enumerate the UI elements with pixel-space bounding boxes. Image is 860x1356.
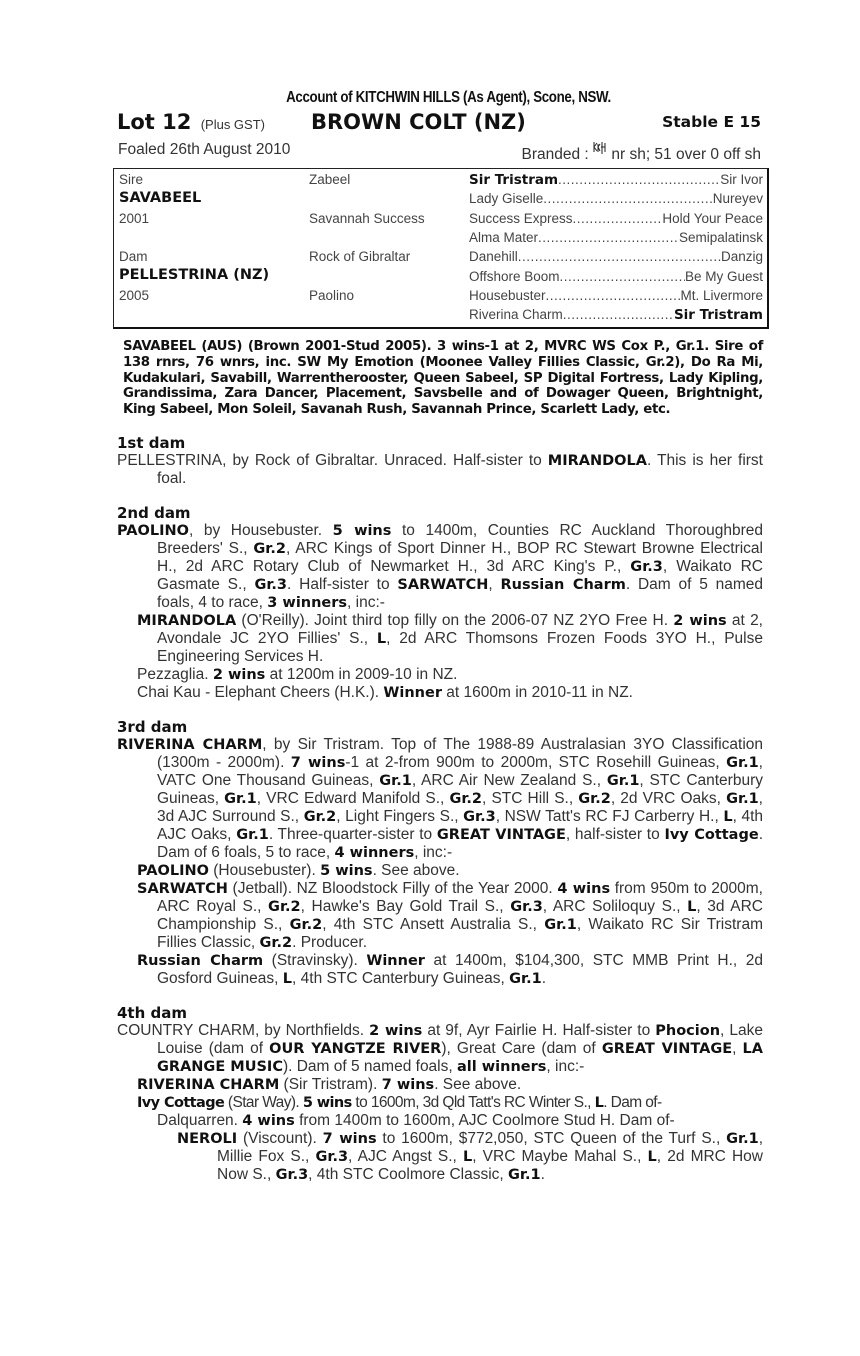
dam-heading: 2nd dam	[117, 503, 191, 522]
bold-text: 2 wins	[369, 1022, 423, 1039]
text: , ARC Air New Zealand S.,	[411, 771, 607, 789]
bold-text: OUR YANGTZE RIVER	[269, 1040, 442, 1057]
grandparent-right: Mt. Livermore	[680, 288, 763, 303]
lot-number	[117, 110, 265, 134]
dam-dam: Paolino	[309, 288, 355, 303]
text: ). Dam of 5 named foals,	[282, 1057, 457, 1075]
dam-heading: 4th dam	[117, 1003, 187, 1022]
bold-text: L	[687, 898, 697, 915]
bold-text: Gr.1	[509, 970, 542, 987]
lot-label: Lot 12	[117, 110, 192, 134]
grandparent-row	[469, 230, 763, 245]
grandparent-row	[469, 211, 763, 226]
text: to 1600m, 3d Qld Tatt's RC Winter S.,	[351, 1093, 595, 1111]
bold-text: Gr.3	[510, 898, 543, 915]
text: , VRC Edward Manifold S.,	[256, 789, 450, 807]
bold-text: L	[376, 630, 387, 647]
grandparent-left: Alma Mater	[469, 230, 539, 245]
bold-text: Gr.2	[449, 790, 483, 807]
leader-dots	[558, 172, 720, 188]
grandparent-left: Lady Giselle	[469, 191, 544, 206]
grandparent-left: Offshore Boom	[469, 269, 560, 284]
grandparent-right: Hold Your Peace	[662, 211, 763, 226]
bold-text: Gr.3	[463, 808, 496, 825]
text: , VRC Maybe Mahal S.,	[472, 1147, 648, 1165]
leader-dots	[518, 249, 721, 264]
pedigree-entry	[137, 880, 763, 952]
foaled-date: Foaled 26th August 2010	[118, 141, 291, 158]
bold-text: MIRANDOLA	[547, 452, 647, 469]
pedigree-entry	[177, 1130, 763, 1184]
text: . Dam of-	[603, 1093, 662, 1111]
text: PELLESTRINA, by Rock of Gibraltar. Unraced. Half-sister to	[117, 451, 548, 469]
bold-text: 4 wins	[242, 1112, 295, 1129]
bold-text: L	[462, 1148, 473, 1165]
leader-dots	[543, 191, 712, 206]
bold-text: Gr.1	[726, 1130, 759, 1147]
grandparent-row	[469, 249, 763, 264]
text: ,	[732, 1039, 743, 1057]
bold-text: RIVERINA CHARM	[137, 1076, 280, 1093]
bold-text: Gr.1	[379, 772, 412, 789]
foaled-line	[113, 138, 769, 162]
dam-section	[113, 718, 769, 988]
bold-text: Gr.3	[315, 1148, 349, 1165]
bold-text: Winner	[383, 684, 442, 701]
sire-summary: SAVABEEL (AUS) (Brown 2001-Stud 2005). 3 wins-1 at 2, MVRC WS Cox P., Gr.1. Sire of 138 rnrs, 76 wnrs, inc. SW My Emotion (Moonee Valley Fillies Classic, Gr.2), Do Ra Mi, Kudakulari, Savabill, Warrentherooster, Queen Sabeel, SP Digital Fortress, Lady Kipling, Grandissima, Zara Dancer, Placement, Savsbelle and of Dowager Queen, Brightnight, King Sabeel, Mon Soleil, Savanah Rush, Savannah Prince, Scarlett Lady, etc.	[123, 339, 763, 418]
text: . Three-quarter-sister to	[268, 825, 437, 843]
branded-details: nr sh; 51 over 0 off sh	[611, 146, 761, 163]
text: COUNTRY CHARM, by Northfields.	[117, 1021, 370, 1039]
bold-text: 3 winners	[267, 594, 348, 611]
lot-line	[113, 110, 769, 138]
bold-text: SARWATCH	[397, 576, 489, 593]
dam-year: 2005	[119, 288, 150, 303]
vendor-account-line: Account of KITCHWIN HILLS (As Agent), Scone, NSW.	[286, 89, 611, 106]
bold-text: PAOLINO	[137, 862, 209, 879]
bold-text: Gr.1	[606, 772, 640, 789]
grandparent-left: Riverina Charm	[469, 307, 563, 322]
text: , AJC Angst S.,	[348, 1147, 463, 1165]
text: , Waikato RC Gasmate S.,	[157, 557, 763, 593]
text: . See above.	[434, 1075, 522, 1093]
dam-sire: Rock of Gibraltar	[309, 249, 411, 264]
grandparent-left: Success Express	[469, 211, 573, 226]
pedigree-entry	[137, 862, 763, 880]
bold-text: Gr.2	[253, 540, 286, 557]
text: , ARC Soliloquy S.,	[542, 897, 688, 915]
bold-text: Gr.1	[726, 754, 759, 771]
text: . Producer.	[292, 933, 368, 951]
text: from 950m to 2000m, ARC Royal S.,	[157, 879, 763, 915]
text: -1 at 2-from 900m to 2000m, STC Rosehill Guineas,	[345, 753, 727, 771]
text: Pezzaglia.	[137, 665, 213, 683]
text: at 1400m, $104,300, STC MMB Print H., 2d Gosford Guineas,	[157, 951, 763, 987]
dam-heading: 1st dam	[117, 433, 186, 452]
dam-heading: 3rd dam	[117, 717, 188, 736]
text: , Waikato RC Sir Tristram Fillies Classic,	[157, 915, 763, 951]
text: , inc:-	[546, 1057, 585, 1075]
sire-label: Sire	[119, 172, 144, 187]
grandparent-row	[469, 269, 763, 284]
text: .	[540, 1165, 545, 1183]
bold-text: Ivy Cottage	[664, 826, 759, 843]
bold-text: Gr.2	[259, 934, 293, 951]
bold-text: Gr.3	[275, 1166, 309, 1183]
text: . This is her first foal.	[157, 451, 763, 487]
bold-text: L	[594, 1094, 604, 1111]
bold-text: Gr.2	[303, 808, 337, 825]
brand-symbol-icon	[593, 141, 607, 158]
leader-dots	[538, 230, 679, 245]
bold-text: Gr.3	[630, 558, 663, 575]
bold-text: PAOLINO	[117, 522, 189, 539]
text: at 2, Avondale JC 2YO Fillies' S.,	[157, 611, 763, 647]
bold-text: Gr.1	[544, 916, 577, 933]
bold-text: 2 wins	[673, 612, 727, 629]
sire-year: 2001	[119, 211, 150, 226]
pedigree-entry	[137, 1076, 763, 1094]
pedigree-entry	[137, 952, 763, 988]
pedigree-table	[113, 168, 769, 329]
pedigree-entry	[137, 1094, 763, 1112]
text: , NSW Tatt's RC FJ Carberry H.,	[495, 807, 724, 825]
text: , STC Hill S.,	[482, 789, 579, 807]
grandparent-right: Sir Tristram	[673, 307, 763, 323]
text: , by Sir Tristram. Top of The 1988-89 Australasian 3YO Classification (1300m - 2000m).	[157, 735, 763, 771]
pedigree-entry	[117, 522, 763, 612]
sire-name: SAVABEEL	[119, 190, 202, 206]
bold-text: 7 wins	[381, 1076, 435, 1093]
text: , 4th STC Ansett Australia S.,	[322, 915, 545, 933]
pedigree-entry	[117, 452, 763, 488]
bold-text: Gr.1	[224, 790, 257, 807]
pedigree-entry	[117, 1022, 763, 1076]
dam-section	[113, 434, 769, 488]
text: from 1400m to 1600m, AJC Coolmore Stud H. Dam of-	[294, 1111, 675, 1129]
bold-text: Gr.2	[289, 916, 323, 933]
leader-dots	[546, 288, 681, 303]
text: , STC Canterbury Guineas,	[157, 771, 763, 807]
plus-gst-note: (Plus GST)	[200, 117, 265, 132]
bold-text: Gr.2	[268, 898, 301, 915]
text: ,	[488, 575, 501, 593]
pedigree-entry	[137, 612, 763, 666]
text: . Half-sister to	[287, 575, 398, 593]
text: at 1600m in 2010-11 in NZ.	[442, 683, 633, 701]
text: , VATC One Thousand Guineas,	[157, 753, 763, 789]
leader-dots	[560, 269, 685, 284]
leader-dots	[563, 307, 674, 323]
text: , Millie Fox S.,	[217, 1129, 763, 1165]
bold-text: all winners	[457, 1058, 547, 1075]
dam-section	[113, 504, 769, 702]
text: , Light Fingers S.,	[336, 807, 464, 825]
bold-text: 7 wins	[322, 1130, 377, 1147]
bold-text: Gr.2	[578, 790, 611, 807]
bold-text: 5 wins	[320, 862, 373, 879]
text: , inc:-	[414, 843, 453, 861]
bold-text: SARWATCH	[137, 880, 228, 897]
dam-label: Dam	[119, 249, 148, 264]
dam-section	[113, 1004, 769, 1184]
grandparent-left: Danehill	[469, 249, 518, 264]
catalogue-page	[113, 88, 769, 1184]
bold-text: 5 wins	[332, 522, 392, 539]
bold-text: Winner	[366, 952, 425, 969]
bold-text: 5 wins	[302, 1094, 352, 1111]
grandparent-right: Nureyev	[712, 191, 763, 206]
bold-text: 4 winners	[334, 844, 415, 861]
bold-text: GREAT VINTAGE	[601, 1040, 733, 1057]
text: at 9f, Ayr Fairlie H. Half-sister to	[422, 1021, 656, 1039]
text: (Sir Tristram).	[279, 1075, 382, 1093]
text: , Hawke's Bay Gold Trail S.,	[300, 897, 511, 915]
pedigree-entry	[117, 736, 763, 862]
grandparent-row	[469, 191, 763, 206]
bold-text: L	[647, 1148, 657, 1165]
text: Dalquarren.	[157, 1111, 243, 1129]
bold-text: RIVERINA CHARM	[117, 736, 263, 753]
text: , 4th STC Coolmore Classic,	[308, 1165, 509, 1183]
branded-info	[522, 141, 761, 164]
sire-sire: Zabeel	[309, 172, 351, 187]
text: , 4th AJC Oaks,	[157, 807, 764, 843]
grandparent-row	[469, 288, 763, 303]
stable-location: Stable E 15	[662, 113, 761, 131]
leader-dots	[573, 211, 663, 226]
pedigree-entry	[137, 684, 763, 702]
text: , 3d AJC Surround S.,	[157, 789, 763, 825]
text: , inc:-	[347, 593, 385, 611]
dam-name: PELLESTRINA (NZ)	[119, 267, 270, 283]
text: (Stravinsky).	[263, 951, 367, 969]
text: to 1600m, $772,050, STC Queen of the Turf S.,	[376, 1129, 727, 1147]
text: . Dam of 6 foals, 5 to race,	[157, 825, 763, 861]
grandparent-left: Sir Tristram	[469, 172, 559, 188]
bold-text: Gr.1	[508, 1166, 541, 1183]
bold-text: NEROLI	[177, 1130, 238, 1147]
bold-text: Gr.1	[726, 790, 759, 807]
bold-text: 2 wins	[212, 666, 266, 683]
bold-text: Gr.1	[236, 826, 269, 843]
text: , 4th STC Canterbury Guineas,	[292, 969, 510, 987]
pedigree-entry	[137, 666, 763, 684]
text: , Lake Louise (dam of	[157, 1021, 763, 1057]
branded-label: Branded :	[521, 146, 589, 163]
pedigree-entry	[157, 1112, 763, 1130]
text: Chai Kau - Elephant Cheers (H.K.).	[137, 683, 384, 701]
grandparent-right: Be My Guest	[684, 269, 763, 284]
grandparent-right: Semipalatinsk	[678, 230, 763, 245]
text: . Dam of 5 named foals, 4 to race,	[157, 575, 763, 611]
text: ), Great Care (dam of	[441, 1039, 602, 1057]
text: (Viscount).	[237, 1129, 323, 1147]
horse-description: BROWN COLT (NZ)	[311, 110, 526, 134]
text: , 3d ARC Championship S.,	[157, 897, 763, 933]
bold-text: Gr.3	[254, 576, 288, 593]
grandparent-right: Danzig	[720, 249, 763, 264]
bold-text: 7 wins	[290, 754, 346, 771]
bold-text: Ivy Cottage	[137, 1094, 225, 1111]
text: , 2d VRC Oaks,	[610, 789, 727, 807]
grandparent-row	[469, 307, 763, 323]
bold-text: L	[723, 808, 733, 825]
text: (Star Way).	[224, 1093, 303, 1111]
bold-text: MIRANDOLA	[137, 612, 237, 629]
text: .	[541, 969, 547, 987]
bold-text: Russian Charm	[137, 952, 264, 969]
bold-text: Phocion	[655, 1022, 721, 1039]
grandparent-right: Sir Ivor	[720, 172, 763, 187]
text: , 2d MRC How Now S.,	[217, 1147, 763, 1183]
text: (Jetball). NZ Bloodstock Filly of the Year 2000.	[227, 879, 558, 897]
text: , by Housebuster.	[188, 521, 333, 539]
grandparent-left: Housebuster	[469, 288, 546, 303]
text: (Housebuster).	[208, 861, 321, 879]
text: , half-sister to	[565, 825, 665, 843]
text: , 2d ARC Thomsons Frozen Foods 3YO H., Pulse Engineering Services H.	[157, 629, 763, 665]
text: , ARC Kings of Sport Dinner H., BOP RC Stewart Browne Electrical H., 2d ARC Rotary Club of Newmarket H., 3d ARC King's P.,	[157, 539, 763, 575]
text: at 1200m in 2009-10 in NZ.	[265, 665, 458, 683]
dam-sections	[113, 434, 769, 1184]
bold-text: 4 wins	[557, 880, 611, 897]
text: to 1400m, Counties RC Auckland Thoroughbred Breeders' S.,	[157, 521, 763, 557]
bold-text: GREAT VINTAGE	[436, 826, 566, 843]
grandparent-row	[469, 172, 763, 188]
bold-text: L	[282, 970, 293, 987]
bold-text: LA GRANGE MUSIC	[157, 1040, 763, 1075]
sire-dam: Savannah Success	[309, 211, 425, 226]
text: (O'Reilly). Joint third top filly on the 2006-07 NZ 2YO Free H.	[236, 611, 674, 629]
bold-text: Russian Charm	[500, 576, 626, 593]
text: . See above.	[372, 861, 460, 879]
